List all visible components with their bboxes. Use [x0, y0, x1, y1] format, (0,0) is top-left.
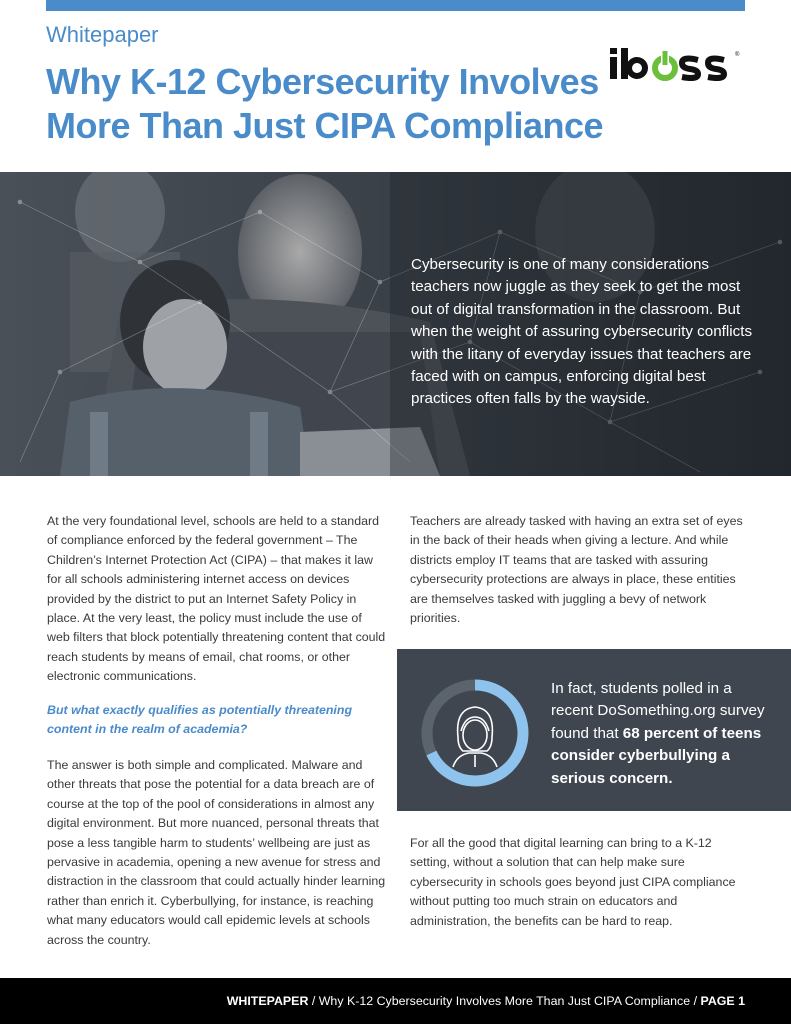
statistic-callout-box	[397, 649, 791, 811]
hero-intro-text: Cybersecurity is one of many considerations teachers now juggle as they seek to get the most out of digital transformation in the classroom. But when the weight of assuring cybersecurity conflicts with the litany of everyday issues that teachers are faced with on campus, enforcing digital best practices often falls by the wayside.	[411, 256, 753, 408]
callout-highlight-text: 68 percent of teens consider cyberbullying a serious concern.	[551, 724, 762, 787]
statistic-callout-text	[551, 678, 776, 790]
footer-page-number: PAGE 1	[700, 994, 745, 1008]
body-paragraph-3: Teachers are already tasked with having an extra set of eyes in the back of their heads when giving a lecture. And while districts employ IT teams that are tasked with assuring cybersecurity protections are always in place, these entities are themselves tasked with juggling a bevy of network priorities.	[410, 514, 743, 626]
svg-text:®: ®	[735, 52, 740, 58]
title-line-1: Why K-12 Cybersecurity Involves	[46, 61, 599, 102]
footer-label: WHITEPAPER	[226, 994, 309, 1008]
page-title	[46, 60, 606, 148]
hero-image-banner	[0, 172, 791, 476]
body-paragraph-2: The answer is both simple and complicated. Malware and other threats that pose the potential for a data breach are of course at the top of the pool of considerations in almost any digital environment. But more nuanced, personal threats that pose a less tangible harm to students’ wellbeing are just as pervasive in academia, opening a new avenue for stress and distraction in the classroom that could actually hinder learning rather than enrich it. Cyberbullying, for instance, is reaching what many educators would call epidemic levels at schools across the country.	[47, 758, 386, 947]
body-paragraph-1: At the very foundational level, schools are held to a standard of compliance enforced by the federal government – The Children’s Internet Protection Act (CIPA) – that makes it law for all schools administering internet access on devices provided by the district to put an Internet Safety Policy in place. At the very least, the policy must include the use of web filters that block potentially threatening content that could reach students by means of email, chat rooms, or other electronic communications.	[47, 514, 386, 684]
top-accent-bar	[46, 0, 745, 11]
footer-title: Why K-12 Cybersecurity Involves More Than Just CIPA Compliance	[318, 994, 691, 1008]
body-paragraph-4: For all the good that digital learning can bring to a K-12 setting, without a solution that can help make sure cybersecurity in schools goes beyond just CIPA compliance without putting too much strain on educators and administration, the benefits can be hard to reap.	[410, 836, 736, 928]
callout-lead-text: In fact, students polled in a recent DoSomething.org survey found that	[551, 680, 765, 742]
page-footer	[0, 978, 791, 1024]
footer-separator-2: /	[690, 994, 701, 1008]
footer-text	[227, 994, 745, 1008]
iboss-logo-mark	[610, 44, 745, 84]
title-line-2: More Than Just CIPA Compliance	[46, 105, 604, 146]
iboss-logo	[610, 44, 745, 84]
student-silhouette-icon	[417, 675, 533, 791]
document-type-label: Whitepaper	[46, 22, 159, 47]
footer-separator-1: /	[308, 994, 319, 1008]
subheading-question: But what exactly qualifies as potentially threatening content in the realm of academia?	[47, 703, 353, 737]
